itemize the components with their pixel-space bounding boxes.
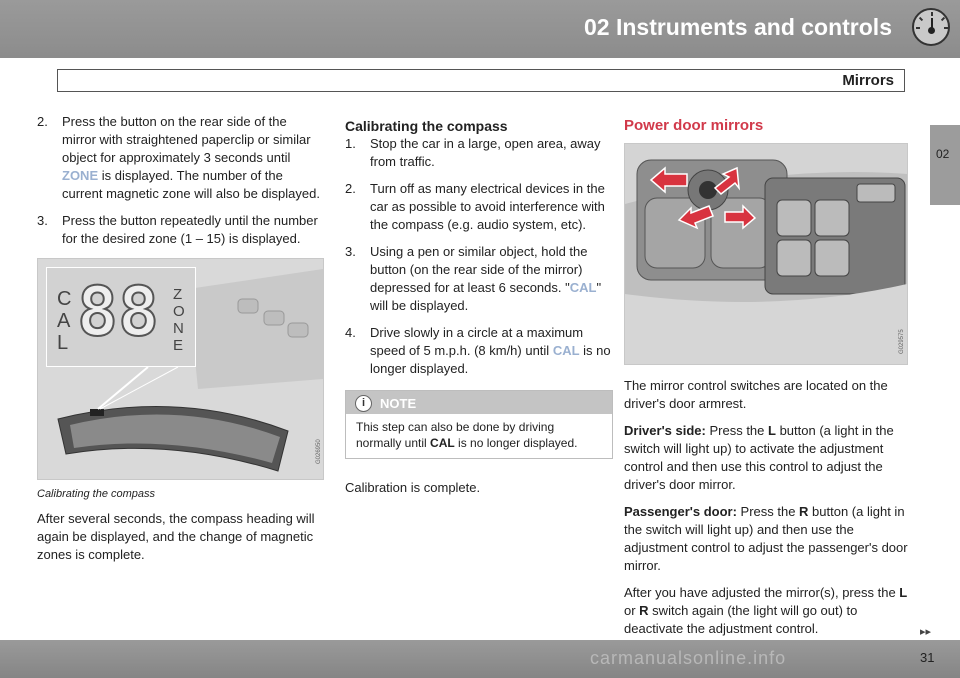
figure-caption: Calibrating the compass — [37, 488, 156, 500]
column-left — [37, 113, 322, 573]
column-right — [624, 117, 908, 647]
list-item: 3. Press the button repeatedly until the number for the desired zone (1 – 15) is displayed. — [37, 213, 318, 246]
mirror-compass-figure — [37, 258, 324, 480]
next-page-arrow-icon[interactable]: ▸▸ — [920, 626, 932, 638]
page-number: 31 — [920, 650, 935, 665]
list-item: 1. Stop the car in a large, open area, away from traffic. — [345, 136, 601, 169]
paragraph: After several seconds, the compass heading will again be displayed, and the change of magnetic zones is complete. — [37, 511, 315, 562]
paragraph: Calibration is complete. — [345, 480, 481, 495]
paragraph: Driver's side: Press the L button (a light in the switch will light up) to activate the adjustment control and then use this control to adjust the driver's door mirror. — [624, 423, 894, 492]
power-mirrors-heading: Power door mirrors — [624, 117, 764, 134]
list-item: 2. Turn off as many electrical devices in the car as possible to avoid interference with the compass (e.g. audio system, etc). — [345, 181, 605, 232]
note-body: This step can also be done by driving normally until CAL is no longer displayed. — [356, 420, 578, 450]
note-header — [346, 391, 612, 414]
info-icon: i — [355, 395, 372, 412]
zone-highlight: ZONE — [62, 168, 99, 183]
figure-id: G029575 — [899, 329, 905, 354]
section-bar — [57, 69, 905, 92]
gauge-icon — [912, 8, 950, 46]
calibrating-heading: Calibrating the compass — [345, 118, 508, 134]
watermark: carmanualsonline.info — [590, 648, 787, 668]
segment-digits: 88 — [77, 273, 159, 352]
side-tab-label: 02 — [936, 147, 950, 161]
paragraph: Passenger's door: Press the R button (a light in the switch will light up) and then use the adjustment control to adjust the passenger's door mirror. — [624, 504, 908, 573]
note-box — [345, 390, 613, 459]
door-controls-figure — [624, 143, 908, 365]
column-middle — [345, 118, 613, 506]
paragraph: After you have adjusted the mirror(s), press the L or R switch again (the light will go out) to deactivate the adjustment control. — [624, 585, 908, 636]
cal-label: CAL — [57, 288, 72, 354]
chapter-side-tab[interactable] — [930, 125, 960, 205]
armrest-illustration — [625, 144, 907, 364]
section-title: Mirrors — [842, 72, 894, 89]
note-label: NOTE — [380, 396, 417, 411]
list-item: 2. Press the button on the rear side of the mirror with straightened paperclip or similar object for approximately 3 seconds until ZONE is displayed. The number of the current magnetic zone will also be displayed. — [37, 114, 320, 201]
paragraph: The mirror control switches are located on the driver's door armrest. — [624, 378, 888, 411]
list-item: 3. Using a pen or similar object, hold the button (on the rear side of the mirror) depressed for at least 6 seconds. "CAL" will be displayed. — [345, 244, 602, 313]
compass-display-callout — [46, 267, 196, 367]
chapter-title: 02 Instruments and controls — [583, 14, 892, 40]
list-item: 4. Drive slowly in a circle at a maximum speed of 5 m.p.h. (8 km/h) until CAL is no longer displayed. — [345, 325, 611, 376]
zone-label: ZONE — [173, 286, 185, 354]
footer-band — [0, 640, 960, 678]
figure-id: G026950 — [316, 439, 322, 464]
